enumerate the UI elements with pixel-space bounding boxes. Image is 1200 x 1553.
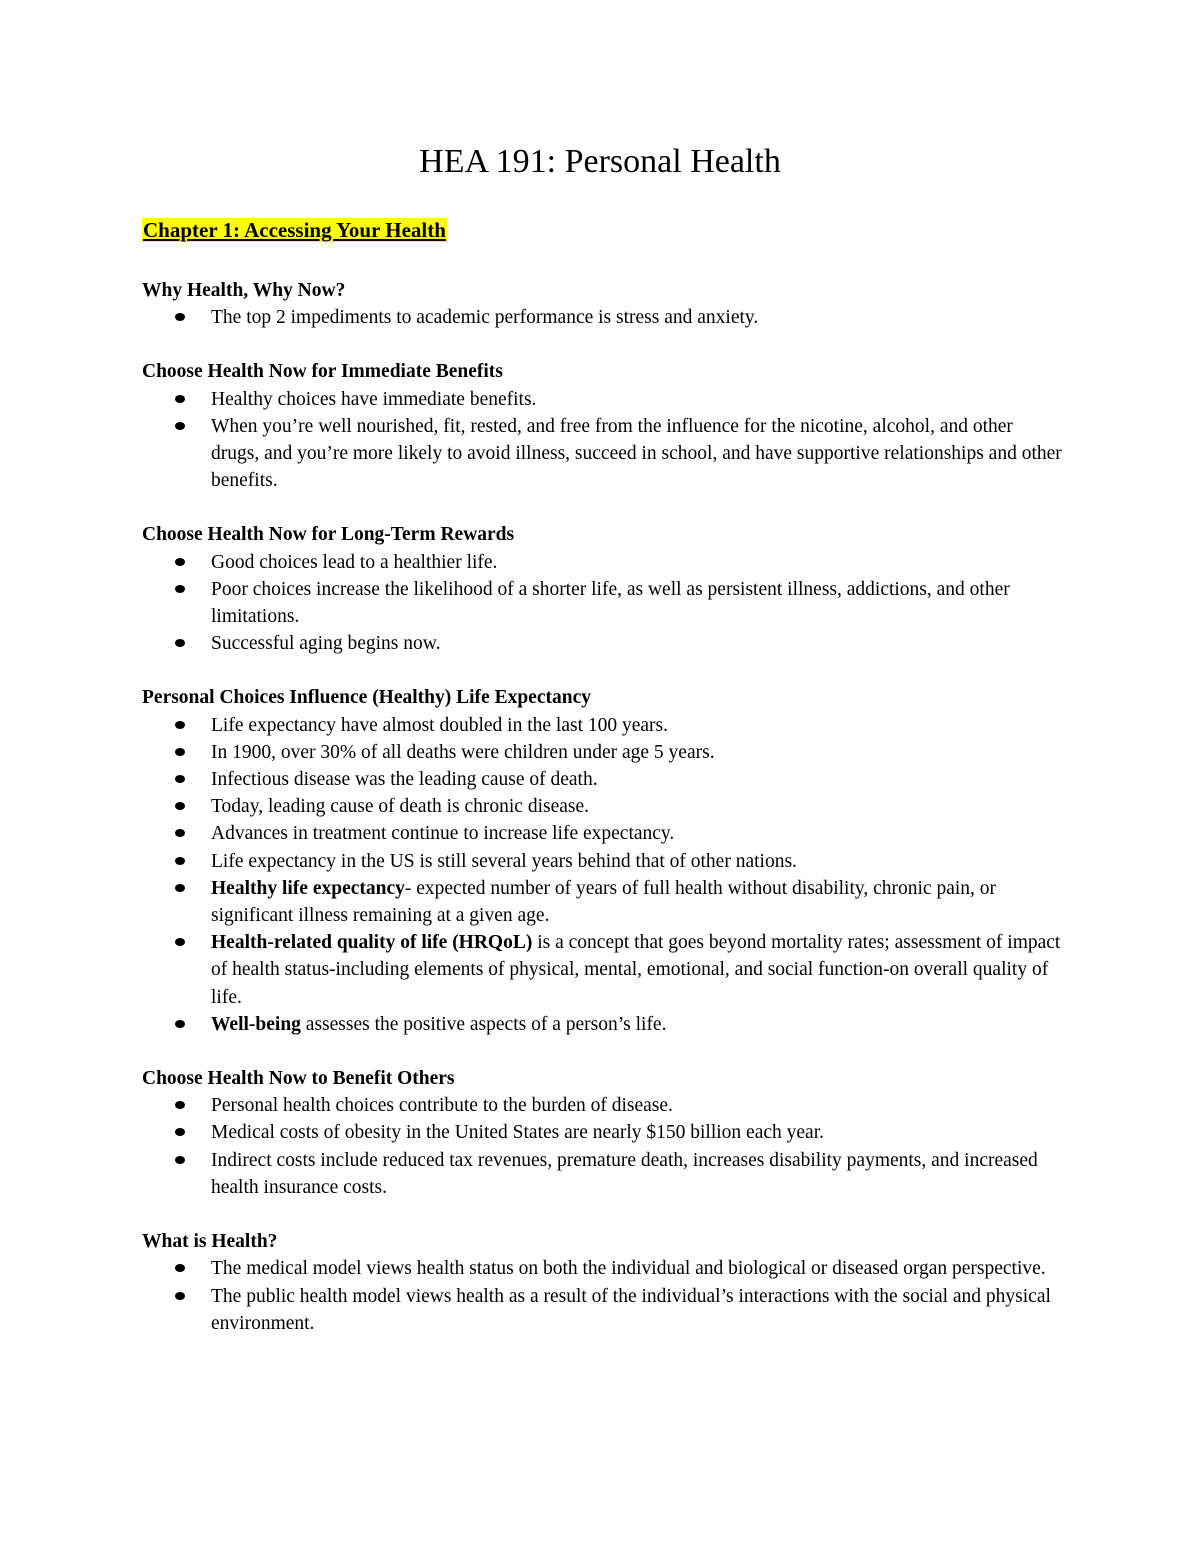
bullet-term: Well-being	[211, 1013, 301, 1035]
page-title: HEA 191: Personal Health	[419, 143, 781, 180]
bullet-dot-icon	[175, 938, 185, 946]
bullet-text: Successful aging begins now.	[211, 633, 441, 655]
bullet-text: Personal health choices contribute to the burden of disease.	[211, 1095, 673, 1117]
bullet-dot-icon	[175, 1020, 185, 1028]
list-item	[142, 875, 1062, 929]
notes-section	[142, 277, 1062, 331]
bullet-list	[142, 386, 1062, 495]
notes-section	[142, 358, 1062, 494]
bullet-dot-icon	[175, 748, 185, 756]
bullet-text: is a concept that goes beyond mortality rates; assessment of impact of health status-including elements of physical, mental, emotional, and social function-on overall quality of life.	[211, 932, 1061, 1008]
bullet-text: In 1900, over 30% of all deaths were children under age 5 years.	[211, 741, 715, 763]
notes-section	[142, 521, 1062, 657]
list-item	[142, 576, 1062, 630]
bullet-dot-icon	[175, 558, 185, 566]
bullet-dot-icon	[175, 721, 185, 729]
section-heading: Personal Choices Influence (Healthy) Life Expectancy	[142, 687, 591, 709]
bullet-text: The top 2 impediments to academic performance is stress and anxiety.	[211, 307, 759, 329]
list-item	[142, 929, 1062, 1011]
bullet-text: Indirect costs include reduced tax revenues, premature death, increases disability payments, and increased health insurance costs.	[211, 1149, 1038, 1198]
bullet-text: Advances in treatment continue to increase life expectancy.	[211, 823, 675, 845]
list-item	[142, 1255, 1062, 1282]
bullet-dot-icon	[175, 585, 185, 593]
list-item	[142, 739, 1062, 766]
section-heading: What is Health?	[142, 1231, 278, 1253]
bullet-text: Infectious disease was the leading cause of death.	[211, 769, 598, 791]
notes-content	[142, 277, 1062, 1364]
bullet-text: Life expectancy in the US is still several years behind that of other nations.	[211, 850, 797, 872]
bullet-text: Good choices lead to a healthier life.	[211, 551, 498, 573]
bullet-dot-icon	[175, 422, 185, 430]
list-item	[142, 1147, 1062, 1201]
list-item	[142, 712, 1062, 739]
bullet-dot-icon	[175, 829, 185, 837]
bullet-dot-icon	[175, 802, 185, 810]
notes-section	[142, 1228, 1062, 1337]
chapter-heading	[142, 213, 447, 247]
list-item	[142, 820, 1062, 847]
bullet-dot-icon	[175, 884, 185, 892]
section-heading: Choose Health Now for Immediate Benefits	[142, 361, 503, 383]
bullet-text: Poor choices increase the likelihood of a shorter life, as well as persistent illness, addictions, and other limitations.	[211, 578, 1010, 628]
bullet-list	[142, 549, 1062, 658]
list-item	[142, 848, 1062, 875]
list-item	[142, 1119, 1062, 1146]
chapter-heading-text: Chapter 1: Accessing Your Health	[143, 218, 446, 242]
bullet-text: Life expectancy have almost doubled in the last 100 years.	[211, 714, 669, 736]
bullet-text: - expected number of years of full health without disability, chronic pain, or significant illness remaining at a given age.	[211, 877, 997, 927]
bullet-text: Healthy choices have immediate benefits.	[211, 388, 537, 410]
list-item	[142, 549, 1062, 576]
bullet-list	[142, 304, 1062, 331]
bullet-dot-icon	[175, 395, 185, 403]
bullet-list	[142, 1092, 1062, 1201]
bullet-term: Health-related quality of life (HRQoL)	[211, 932, 533, 954]
section-heading: Choose Health Now for Long-Term Rewards	[142, 524, 515, 546]
list-item	[142, 1283, 1062, 1337]
notes-section	[142, 684, 1062, 1038]
bullet-dot-icon	[175, 639, 185, 647]
bullet-term: Healthy life expectancy	[211, 877, 405, 899]
bullet-dot-icon	[175, 1101, 185, 1109]
section-heading: Choose Health Now to Benefit Others	[142, 1068, 455, 1090]
bullet-list	[142, 712, 1062, 1038]
list-item	[142, 304, 1062, 331]
bullet-text: The medical model views health status on both the individual and biological or diseased organ perspective.	[211, 1258, 1046, 1280]
notes-section	[142, 1065, 1062, 1201]
bullet-dot-icon	[175, 1156, 185, 1164]
list-item	[142, 766, 1062, 793]
bullet-text: When you’re well nourished, fit, rested, and free from the influence for the nicotine, alcohol, and other drugs, and you’re more likely to avoid illness, succeed in school, and have supportive relationships and other benefits.	[211, 415, 1062, 492]
bullet-dot-icon	[175, 775, 185, 783]
list-item	[142, 1092, 1062, 1119]
bullet-dot-icon	[175, 1292, 185, 1300]
bullet-dot-icon	[175, 1128, 185, 1136]
bullet-text: assesses the positive aspects of a person’s life.	[300, 1013, 667, 1035]
bullet-text: The public health model views health as a result of the individual’s interactions with the social and physical environment.	[211, 1285, 1051, 1334]
bullet-dot-icon	[175, 313, 185, 321]
list-item	[142, 386, 1062, 413]
bullet-text: Today, leading cause of death is chronic disease.	[211, 796, 590, 818]
bullet-list	[142, 1255, 1062, 1337]
list-item	[142, 1011, 1062, 1038]
bullet-dot-icon	[175, 1264, 185, 1272]
list-item	[142, 793, 1062, 820]
bullet-dot-icon	[175, 857, 185, 865]
section-heading: Why Health, Why Now?	[142, 280, 346, 301]
bullet-text: Medical costs of obesity in the United States are nearly $150 billion each year.	[211, 1122, 824, 1144]
list-item	[142, 630, 1062, 657]
list-item	[142, 413, 1062, 495]
